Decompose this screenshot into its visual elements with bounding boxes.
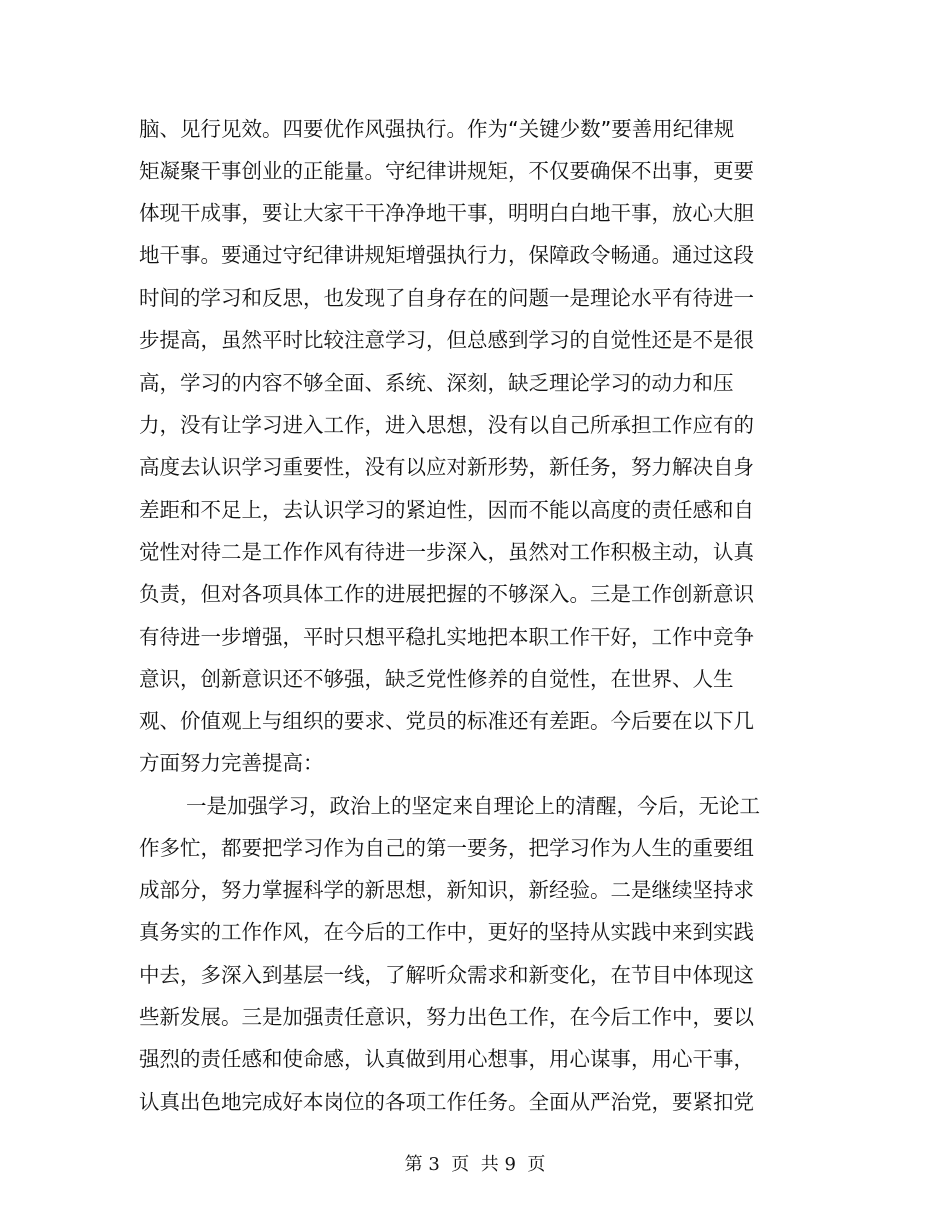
text-line: 步提高，虽然平时比较注意学习，但总感到学习的自觉性还是不是很	[139, 328, 754, 352]
text-line: 脑、见行见效。四要优作风强执行。作为“关键少数”要善用纪律规	[139, 117, 735, 141]
text-line: 作多忙，都要把学习作为自己的第一要务，把学习作为人生的重要组	[139, 836, 754, 860]
text-line: 意识，创新意识还不够强，缺乏党性修养的自觉性，在世界、人生	[139, 667, 734, 691]
text-line: 些新发展。三是加强责任意识，努力出色工作，在今后工作中，要以	[139, 1005, 754, 1029]
text-line: 成部分，努力掌握科学的新思想，新知识，新经验。二是继续坚持求	[139, 878, 754, 902]
text-line: 一是加强学习，政治上的坚定来自理论上的清醒，今后，无论工	[186, 794, 760, 818]
text-line: 高，学习的内容不够全面、系统、深刻，缺乏理论学习的动力和压	[139, 371, 734, 395]
text-line: 时间的学习和反思，也发现了自身存在的问题一是理论水平有待进一	[139, 286, 754, 310]
text-line: 中去，多深入到基层一线，了解听众需求和新变化，在节目中体现这	[139, 963, 754, 987]
page-footer: 第 3 页 共 9 页	[404, 1154, 546, 1175]
text-line: 方面努力完善提高：	[139, 751, 324, 775]
text-line: 观、价值观上与组织的要求、党员的标准还有差距。今后要在以下几	[139, 709, 754, 733]
text-line: 矩凝聚干事创业的正能量。守纪律讲规矩，不仅要确保不出事，更要	[139, 159, 754, 183]
text-line: 认真出色地完成好本岗位的各项工作任务。全面从严治党，要紧扣党	[139, 1090, 754, 1114]
text-line: 有待进一步增强，平时只想平稳扎实地把本职工作干好，工作中竞争	[139, 625, 754, 649]
text-line: 高度去认识学习重要性，没有以应对新形势，新任务，努力解决自身	[139, 455, 754, 479]
text-line: 强烈的责任感和使命感，认真做到用心想事，用心谋事，用心干事，	[139, 1047, 754, 1071]
text-line: 地干事。要通过守纪律讲规矩增强执行力，保障政令畅通。通过这段	[139, 243, 754, 267]
text-line: 负责，但对各项具体工作的进展把握的不够深入。三是工作创新意识	[139, 582, 754, 606]
text-line: 真务实的工作作风，在今后的工作中，更好的坚持从实践中来到实践	[139, 920, 754, 944]
text-line: 体现干成事，要让大家干干净净地干事，明明白白地干事，放心大胆	[139, 201, 754, 225]
text-line: 觉性对待二是工作作风有待进一步深入，虽然对工作积极主动，认真	[139, 540, 754, 564]
text-line: 差距和不足上，去认识学习的紧迫性，因而不能以高度的责任感和自	[139, 498, 754, 522]
text-line: 力，没有让学习进入工作，进入思想，没有以自己所承担工作应有的	[139, 413, 754, 437]
